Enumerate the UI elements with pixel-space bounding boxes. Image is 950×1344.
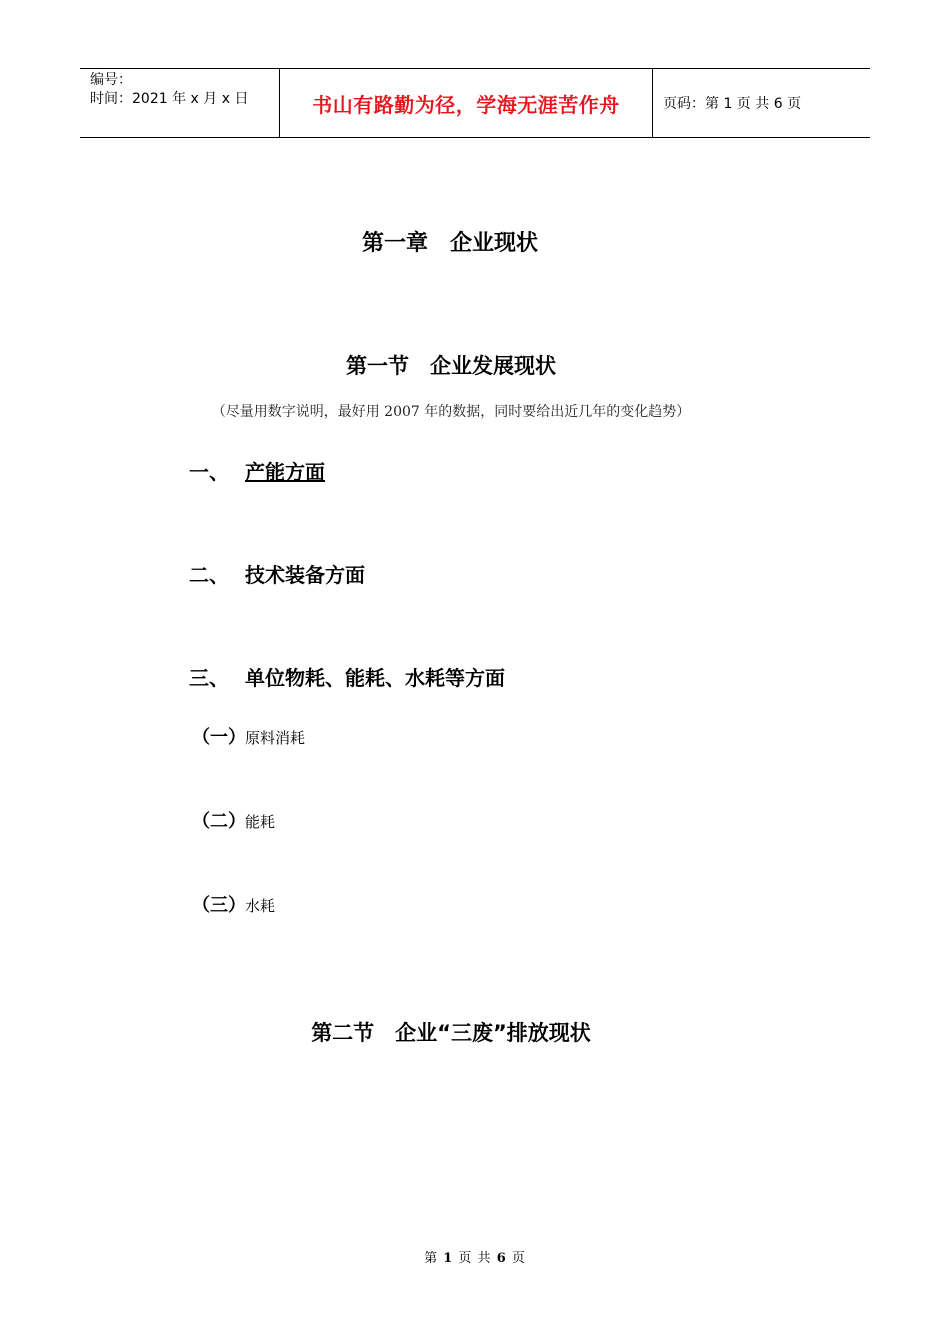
header-left-cell	[80, 69, 280, 137]
subitem-number: （一）	[192, 727, 246, 748]
time-label: 时间：2021 年 x 月 x 日	[90, 91, 249, 107]
subitem-label: 水耗	[245, 897, 276, 915]
header-motto-cell	[280, 69, 653, 137]
item-number: 一、	[189, 460, 229, 484]
page-label: 页码：第 1 页 共 6 页	[663, 96, 802, 112]
item-number: 三、	[189, 666, 229, 690]
section-title-2: 第二节 企业“三废”排放现状	[311, 1021, 591, 1045]
item-label: 单位物耗、能耗、水耗等方面	[245, 666, 505, 690]
subitem-label: 能耗	[245, 813, 276, 831]
document-header	[80, 68, 870, 138]
page-footer	[0, 1247, 950, 1266]
chapter-title: 第一章 企业现状	[361, 231, 538, 256]
subitem-number: （三）	[192, 895, 246, 916]
item-label: 产能方面	[245, 460, 325, 484]
subitem-label: 原料消耗	[245, 729, 306, 747]
subitem-water	[192, 891, 275, 917]
section-title-1: 第一节 企业发展现状	[346, 354, 556, 378]
item-technology	[189, 559, 365, 588]
number-label: 编号：	[90, 72, 132, 88]
section-note: （尽量用数字说明，最好用 2007 年的数据，同时要给出近几年的变化趋势）	[211, 404, 691, 420]
motto-text: 书山有路勤为径，学海无涯苦作舟	[312, 92, 620, 117]
subitem-raw-material	[192, 723, 305, 749]
footer-total-pages: 6	[496, 1251, 507, 1266]
footer-page-number: 1	[443, 1251, 454, 1266]
footer-text: 页 共	[458, 1251, 492, 1266]
subitem-energy	[192, 807, 275, 833]
item-capacity	[189, 456, 325, 485]
footer-text: 页	[511, 1251, 526, 1266]
item-number: 二、	[189, 563, 229, 587]
footer-text: 第	[424, 1251, 439, 1266]
header-page-cell	[653, 69, 870, 137]
item-consumption	[189, 662, 505, 691]
item-label: 技术装备方面	[245, 563, 365, 587]
subitem-number: （二）	[192, 811, 246, 832]
